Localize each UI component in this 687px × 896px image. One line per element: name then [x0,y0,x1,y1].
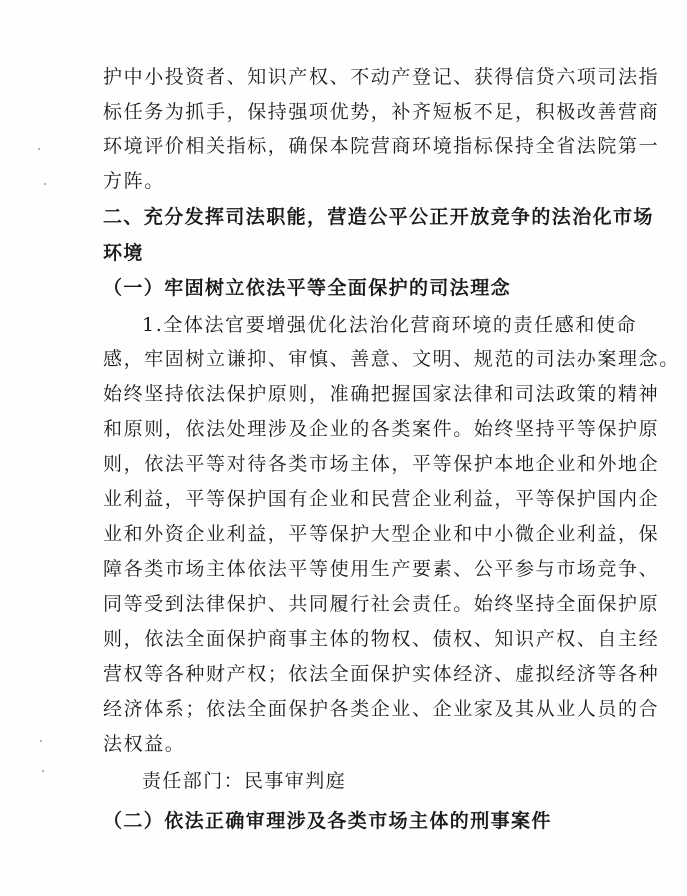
paragraph-line: 护中小投资者、知识产权、不动产登记、获得信贷六项司法指 [103,66,660,88]
paragraph-line: 方阵。 [103,170,165,192]
paragraph-line: 则，依法全面保护商事主体的物权、债权、知识产权、自主经 [103,628,660,650]
paragraph-line: 法权益。 [103,733,186,755]
responsible-department: 责任部门：民事审判庭 [142,770,347,792]
paragraph-line: 经济体系；依法全面保护各类企业、企业家及其从业人员的合 [103,698,660,720]
paragraph-line: 1.全体法官要增强优化法治化营商环境的责任感和使命 [142,314,638,336]
section-heading: 环境 [103,242,144,264]
scan-speck [40,740,42,742]
scan-speck [44,183,46,185]
paragraph-line: 则，依法平等对待各类市场主体，平等保护本地企业和外地企 [103,453,660,475]
subsection-heading: （一）牢固树立依法平等全面保护的司法理念 [103,277,512,299]
paragraph-line: 障各类市场主体依法平等使用生产要素、公平参与市场竞争、 [103,558,660,580]
paragraph-line: 始终坚持依法保护原则，准确把握国家法律和司法政策的精神 [103,383,660,405]
paragraph-line: 和原则，依法处理涉及企业的各类案件。始终坚持平等保护原 [103,418,660,440]
paragraph-line: 同等受到法律保护、共同履行社会责任。始终坚持全面保护原 [103,593,660,615]
paragraph-line: 感，牢固树立谦抑、审慎、善意、文明、规范的司法办案理念。 [103,348,680,370]
paragraph-line: 标任务为抓手，保持强项优势，补齐短板不足，积极改善营商 [103,101,660,123]
subsection-heading: （二）依法正确审理涉及各类市场主体的刑事案件 [103,810,552,832]
scan-speck [42,770,44,772]
paragraph-line: 业利益，平等保护国有企业和民营企业利益，平等保护国内企 [103,488,660,510]
scan-speck [38,148,40,150]
paragraph-line: 环境评价相关指标，确保本院营商环境指标保持全省法院第一 [103,135,660,157]
section-heading: 二、充分发挥司法职能，营造公平公正开放竞争的法治化市场 [103,206,654,228]
paragraph-line: 营权等各种财产权；依法全面保护实体经济、虚拟经济等各种 [103,663,660,685]
paragraph-line: 业和外资企业利益，平等保护大型企业和中小微企业利益，保 [103,523,660,545]
